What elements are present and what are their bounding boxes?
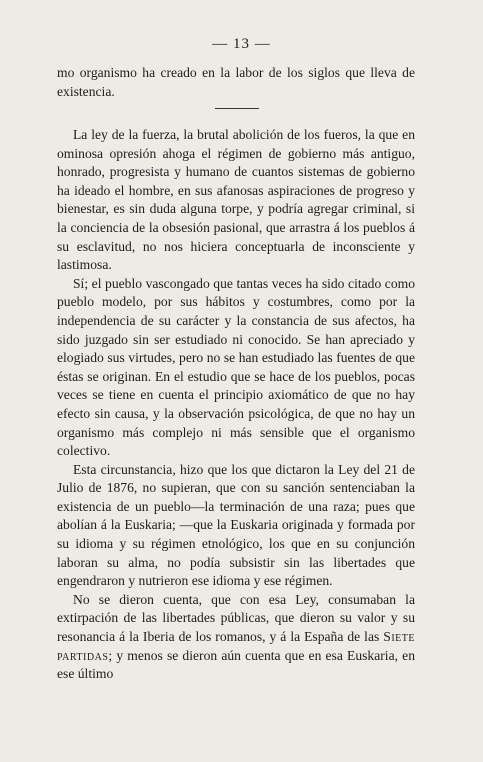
lead-paragraph: mo organismo ha creado en la labor de los siglos que lleva de existencia. — [57, 65, 415, 99]
paragraph-2: Sí; el pueblo vascongado que tantas veces ha sido citado como pueblo modelo, por sus hábitos y costumbres, como por la independencia de su carácter y la constancia de sus afectos, ha sido juzgado sin ser estudiado ni conocido. Se han apreciado y elogiado sus virtudes, pero no se han estudiado las fuentes de que éstas se originan. En el estudio que se hace de los pueblos, pocas veces se tiene en cuenta el principio axiomático de que no hay efecto sin causa, y la observación psicológica, de que no hay un organismo más complejo ni más sensible que el organismo colectivo. — [57, 275, 415, 459]
lead-paragraph-block — [57, 64, 415, 101]
main-text-block — [57, 126, 415, 684]
paragraph-3: Esta circunstancia, hizo que los que dictaron la Ley del 21 de Julio de 1876, no supieran, que con su sanción sentenciaban la existencia de un pueblo—la terminación de una raza; pues que abolían á la Euskaria; —que la Euskaria originada y formada por su idioma y su régimen etnológico, los que en su conjunción laboran su alma, no podía subsistir sin las libertades que engendraron y nutrieron ese idioma y ese régimen. — [57, 461, 415, 589]
page-number: — 13 — — [212, 36, 271, 52]
section-divider — [215, 108, 259, 109]
paragraph-4-text-before: No se dieron cuenta, que con esa Ley, consumaban la extirpación de las libertades públicas, que dieron su valor y su resonancia á la Iberia de los romanos, y á la España de las — [57, 591, 415, 645]
paragraph-4-text-after: ; y menos se dieron aún cuenta que en esa Euskaria, en ese último — [57, 647, 415, 682]
paragraph-1: La ley de la fuerza, la brutal abolición de los fueros, la que en ominosa opresión ahoga el régimen de gobierno más antiguo, honrado, progresista y humano de cuantos sistemas de gobierno ha ideado el hombre, en sus afanosas aspiraciones de progreso y bienestar, es sin duda alguna torpe, y podría agregar criminal, si la conciencia de la obsesión pasional, que arrastra á los pueblos á su esclavitud, no nos hiciera conceptuarla de inconsciente y lastimosa. — [57, 127, 415, 273]
paragraph-4-smallcaps-title: Siete partidas — [57, 629, 415, 663]
paragraph-4 — [57, 591, 415, 684]
